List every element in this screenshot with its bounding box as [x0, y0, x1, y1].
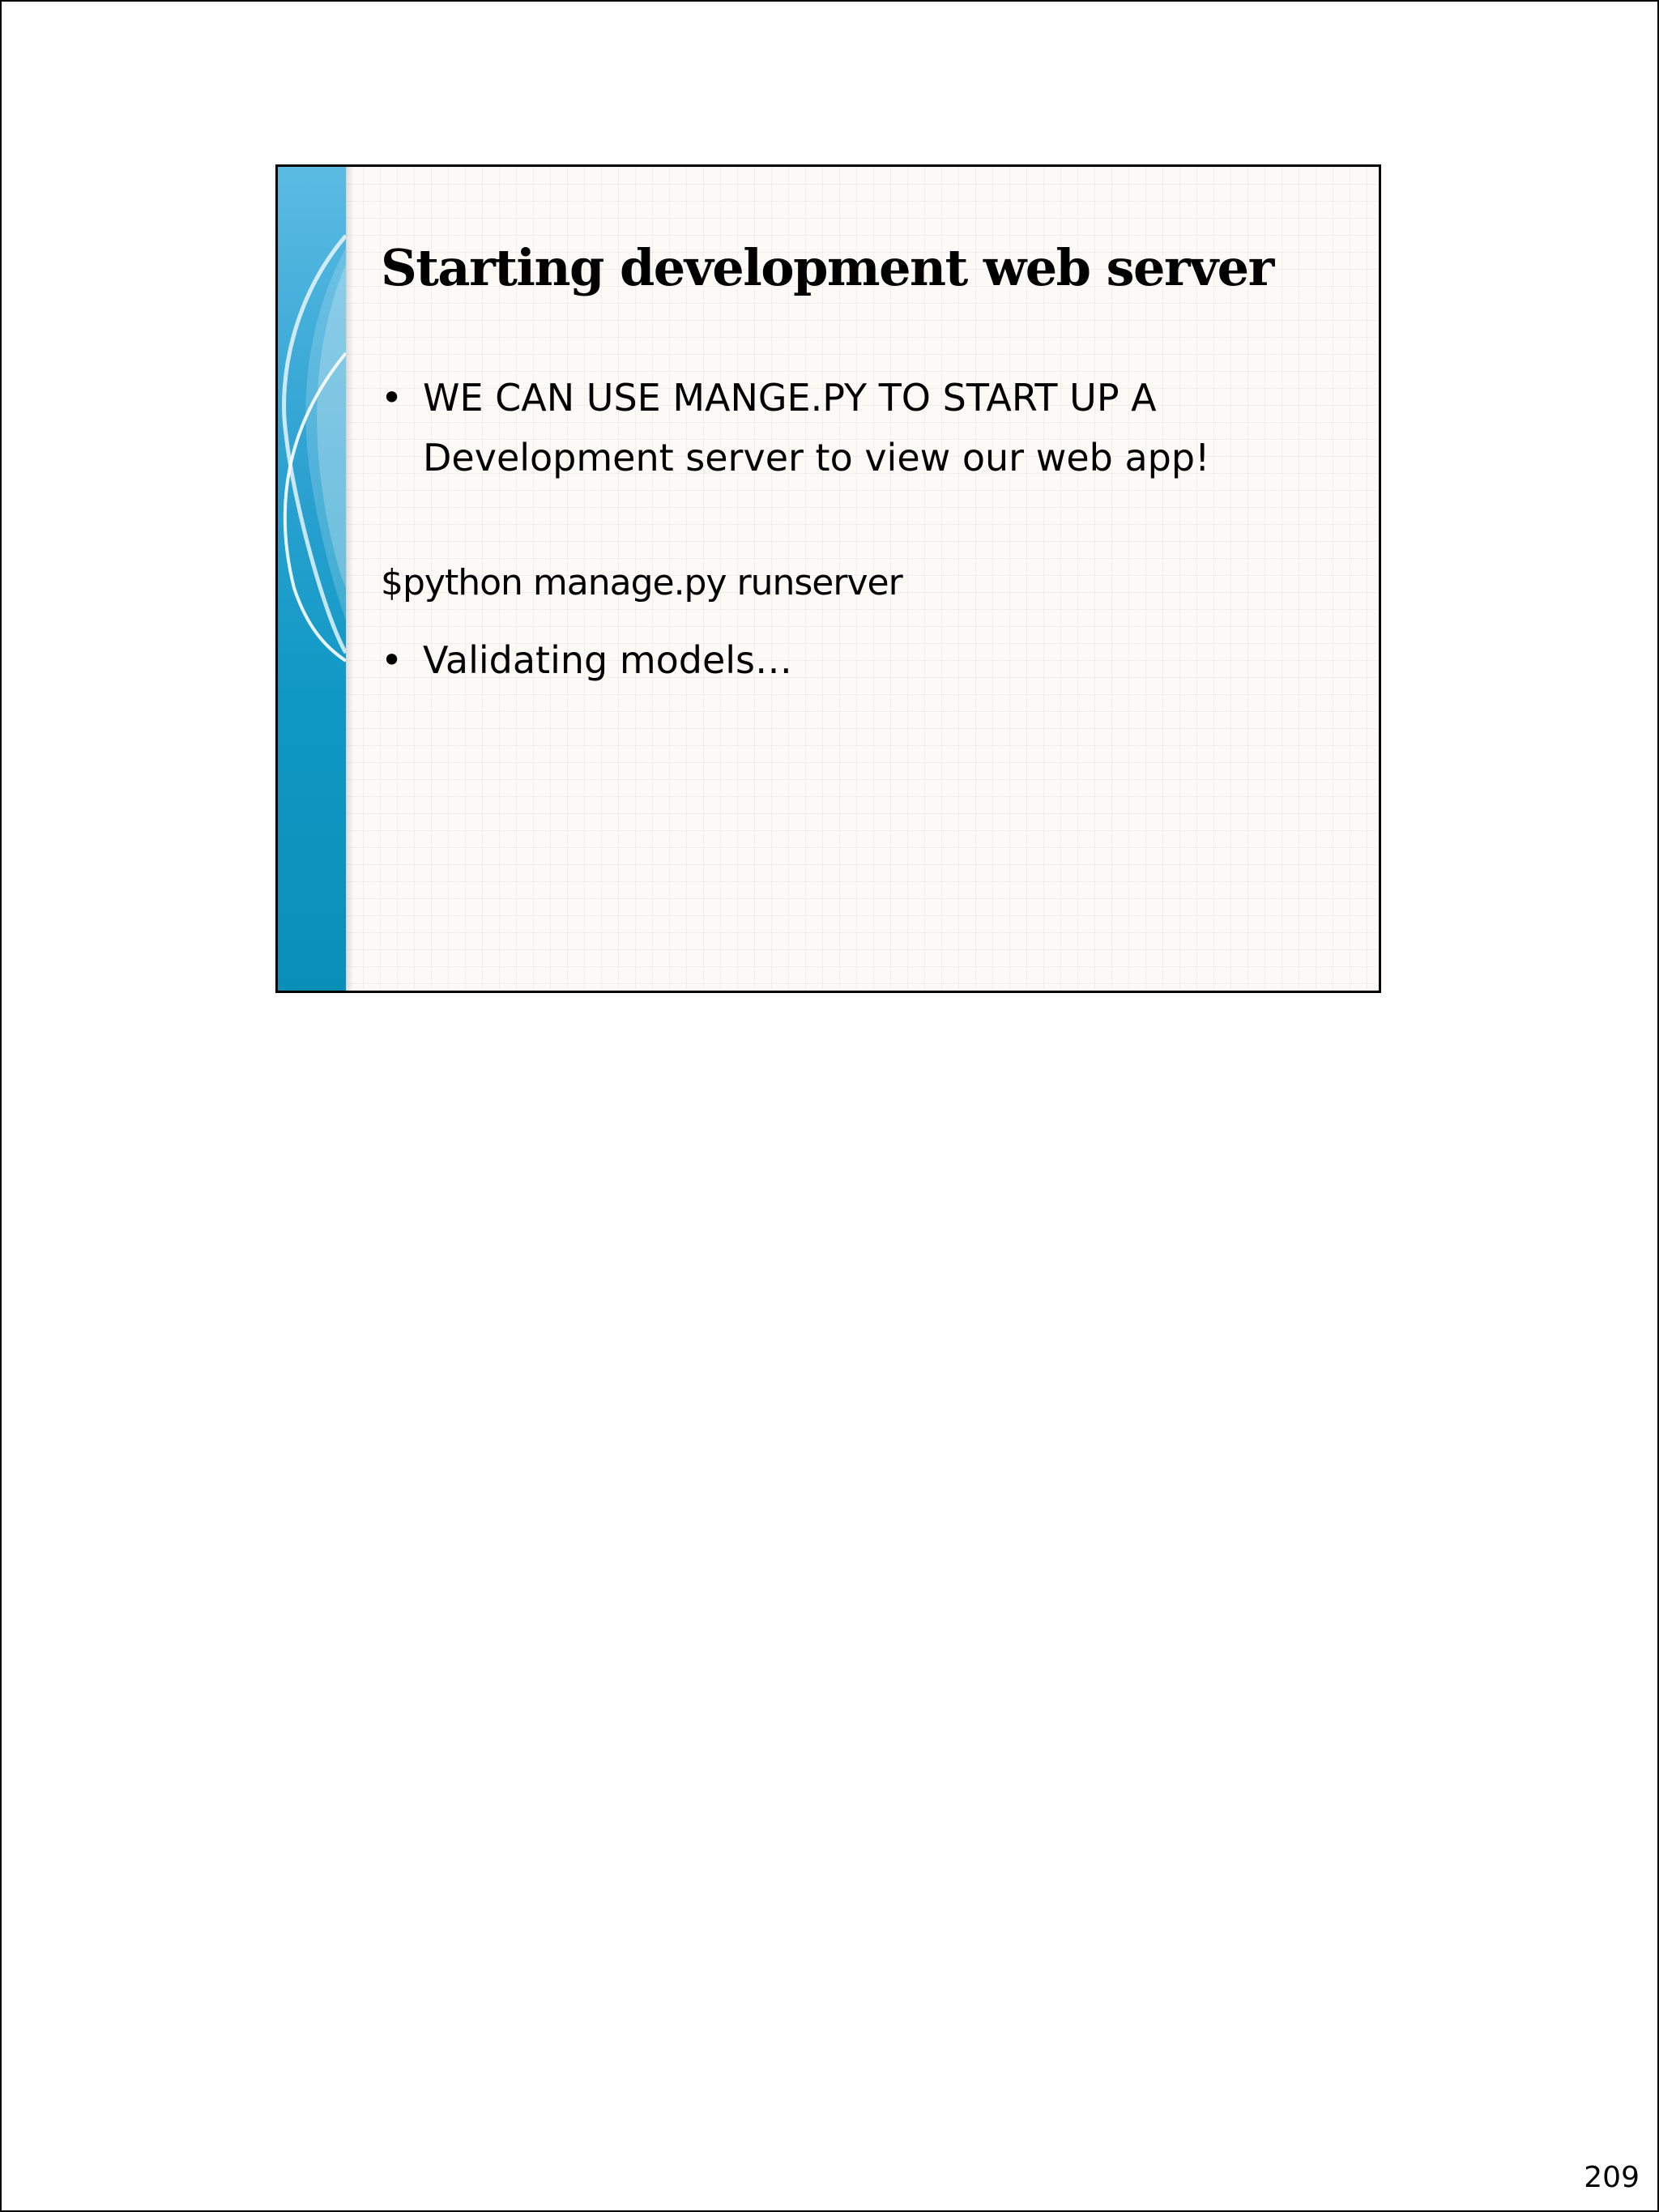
bullet-item — [381, 368, 1209, 488]
bullet-dot: • — [381, 638, 403, 682]
bullet-item — [381, 630, 792, 690]
command-line: $python manage.py runserver — [381, 562, 902, 603]
page-number: 209 — [1584, 2161, 1640, 2194]
bullet-line: WE CAN USE MANGE.PY TO START UP A — [423, 376, 1157, 420]
bullet-dot: • — [381, 376, 403, 420]
bullet-line: Validating models… — [423, 638, 793, 682]
slide-thumbnail — [275, 164, 1381, 993]
bullet-line: Development server to view our web app! — [423, 436, 1210, 479]
slide-title: Starting development web server — [381, 238, 1273, 297]
swoosh-decoration — [278, 167, 346, 993]
slide-band-shadow — [346, 167, 354, 991]
